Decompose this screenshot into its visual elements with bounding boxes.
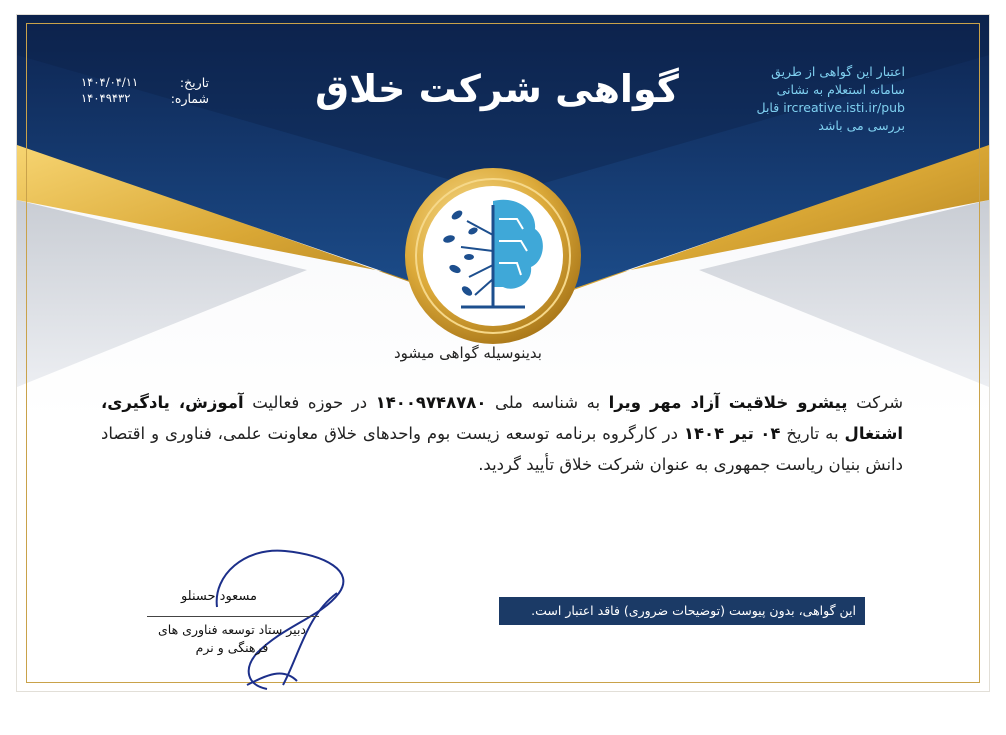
certificate-title: گواهی شرکت خلاق (315, 67, 679, 111)
certificate-body (101, 387, 903, 480)
activity-field: آموزش، یادگیری، اشتغال (101, 393, 903, 443)
national-id: ۱۴۰۰۹۷۴۸۷۸۰ (375, 393, 487, 412)
signatory-title-line: دبیر ستاد توسعه فناوری های (158, 622, 306, 637)
body-text: به تاریخ (786, 424, 839, 443)
body-text: به شناسه ملی (494, 393, 601, 412)
body-text: شرکت (856, 393, 904, 412)
certificate (16, 14, 990, 692)
meta-values (81, 74, 147, 106)
meta-labels (147, 75, 209, 107)
verification-line: بررسی می باشد (818, 118, 905, 133)
date-label: تاریخ: (179, 75, 209, 90)
signature-line (147, 616, 319, 617)
company-name: پیشرو خلاقیت آزاد مهر ویرا (608, 393, 848, 412)
number-label: شماره: (170, 91, 209, 106)
signature (187, 535, 377, 692)
verification-line: سامانه استعلام به نشانی (776, 82, 905, 97)
signatory-title-line: فرهنگی و نرم (195, 640, 269, 655)
signatory-title (137, 621, 327, 657)
date-value: ۱۴۰۴/۰۴/۱۱ (81, 75, 139, 89)
body-text: در حوزه فعالیت (252, 393, 368, 412)
approval-date: ۰۴ تیر ۱۴۰۴ (683, 424, 781, 443)
verification-line: اعتبار این گواهی از طریق (771, 64, 905, 79)
hereby-statement: بدینوسیله گواهی میشود (394, 344, 542, 362)
number-value: ۱۴۰۴۹۴۳۲ (81, 91, 131, 105)
body-text: در کارگروه برنامه توسعه زیست بوم واحدهای خلاق معاونت علمی، فناوری و اقتصاد دانش بنیان ریاست جمهوری به عنوان شرکت خلاق تأیید گردید. (101, 424, 903, 474)
verification-line: ircreative.isti.ir/pub قابل (756, 100, 905, 115)
validity-notice: این گواهی، بدون پیوست (توضیحات ضروری) فاقد اعتبار است. (499, 597, 865, 625)
signatory-name: مسعود حسنلو (180, 589, 258, 604)
verification-note (727, 63, 905, 135)
